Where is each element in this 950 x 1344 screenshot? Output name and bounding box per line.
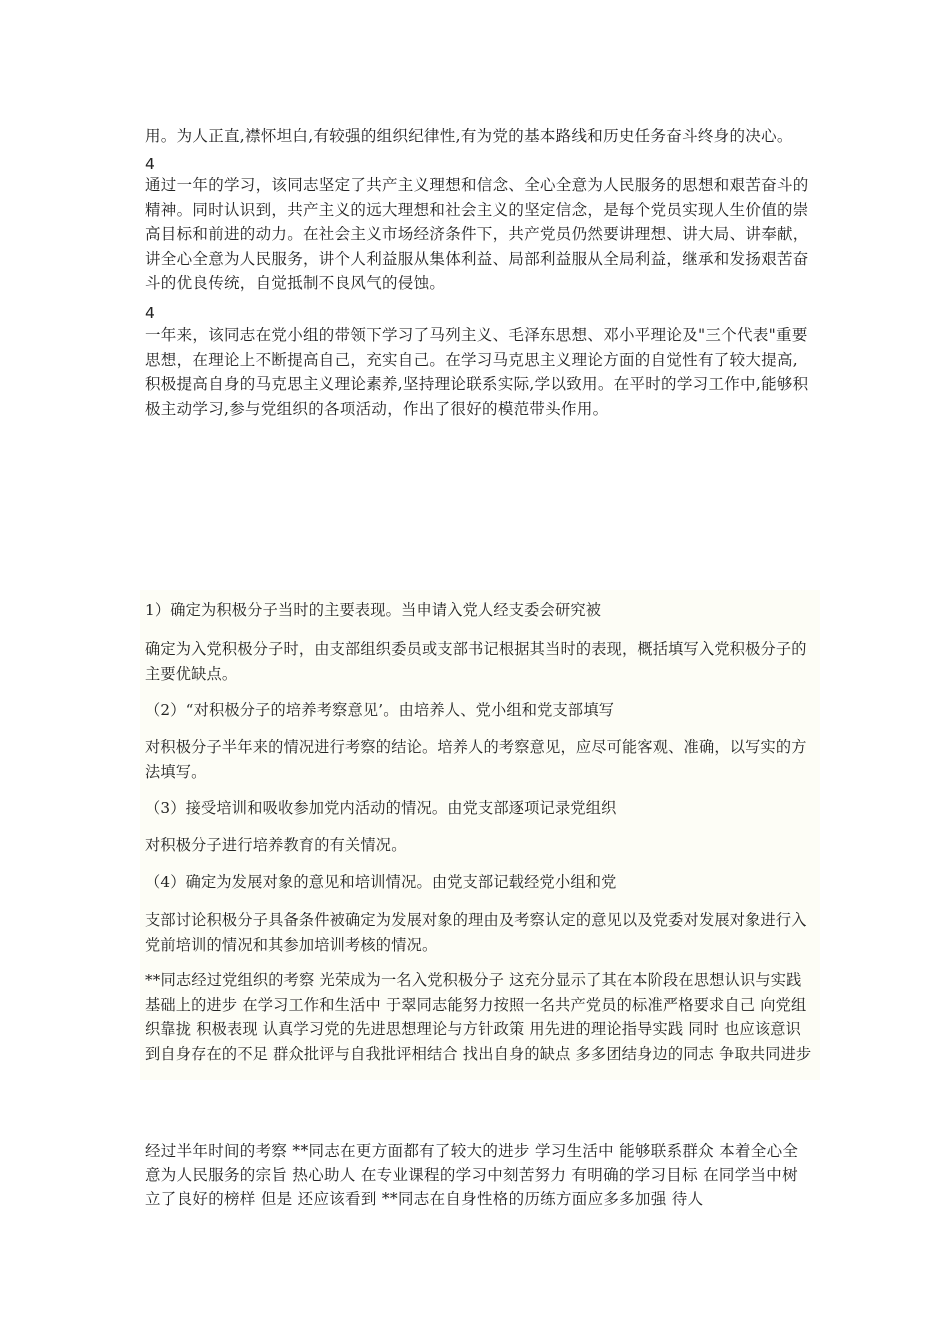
item-4-heading: （4）确定为发展对象的意见和培训情况。由党支部记载经党小组和党: [145, 873, 617, 891]
item-1-heading: 1）确定为积极分子当时的主要表现。当申请入党人经支委会研究被: [145, 601, 602, 619]
item-3-body: 对积极分子进行培养教育的有关情况。: [145, 836, 407, 854]
number-marker-1: 4: [145, 155, 155, 173]
item-1-body: 确定为入党积极分子时，由支部组织委员或支部书记根据其当时的表现，概括填写入党积极分子的主要优缺点。: [145, 640, 807, 683]
text-line-1: 用。为人正直,襟怀坦白,有较强的组织纪律性,有为党的基本路线和历史任务奋斗终身的决心。: [145, 127, 793, 145]
item-3-heading: （3）接受培训和吸收参加党内活动的情况。由党支部逐项记录党组织: [145, 799, 617, 817]
evaluation-example: **同志经过党组织的考察 光荣成为一名入党积极分子 这充分显示了其在本阶段在思想认识与实践基础上的进步 在学习工作和生活中 于翠同志能努力按照一名共产党员的标准严格要求自己 向党组织靠拢 积极表现 认真学习党的先进思想理论与方针政策 用先进的理论指导实践 同时 也应该意识到自身存在的不足 群众批评与自我批评相结合 找出自身的缺点 多多团结身边的同志 争取共同进步: [145, 971, 812, 1063]
paragraph-ideals: 通过一年的学习，该同志坚定了共产主义理想和信念、全心全意为人民服务的思想和艰苦奋斗的精神。同时认识到，共产主义的远大理想和社会主义的坚定信念，是每个党员实现人生价值的崇高目标和前进的动力。在社会主义市场经济条件下，共产党员仍然要讲理想、讲大局、讲奉献，讲全心全意为人民服务，讲个人利益服从集体利益、局部利益服从全局利益，继承和发扬艰苦奋斗的优良传统，自觉抵制不良风气的侵蚀。: [145, 176, 809, 292]
item-2-body: 对积极分子半年来的情况进行考察的结论。培养人的考察意见，应尽可能客观、准确，以写实的方法填写。: [145, 738, 807, 781]
paragraph-theory-study: 一年来，该同志在党小组的带领下学习了马列主义、毛泽东思想、邓小平理论及"三个代表"重要思想，在理论上不断提高自己，充实自己。在学习马克思主义理论方面的自觉性有了较大提高,积极提高自身的马克思主义理论素养,坚持理论联系实际,学以致用。在平时的学习工作中,能够积极主动学习,参与党组织的各项活动，作出了很好的模范带头作用。: [145, 326, 809, 418]
half-year-assessment: 经过半年时间的考察 **同志在更方面都有了较大的进步 学习生活中 能够联系群众 本着全心全意为人民服务的宗旨 热心助人 在专业课程的学习中刻苦努力 有明确的学习目标 在同学当中树立了良好的榜样 但是 还应该看到 **同志在自身性格的历练方面应多多加强 待人: [145, 1142, 799, 1208]
item-2-heading: （2）“对积极分子的培养考察意见’。由培养人、党小组和党支部填写: [145, 701, 615, 719]
number-marker-2: 4: [145, 304, 155, 322]
item-4-body: 支部讨论积极分子具备条件被确定为发展对象的理由及考察认定的意见以及党委对发展对象进行入党前培训的情况和其参加培训考核的情况。: [145, 911, 807, 954]
